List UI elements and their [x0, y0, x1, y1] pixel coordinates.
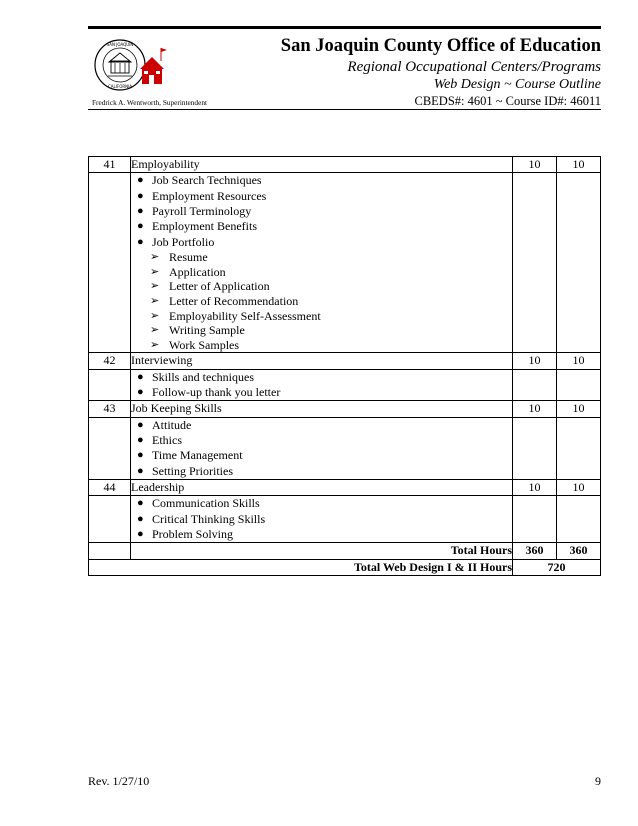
unit-number: 41: [89, 157, 131, 173]
hours-blank-1: [513, 417, 557, 480]
topic-label: Job Search Techniques: [152, 173, 262, 188]
topic-label: Communication Skills: [152, 496, 260, 511]
unit-number-blank: [89, 173, 131, 353]
unit-row: [89, 353, 601, 369]
unit-hours-1: 10: [513, 480, 557, 496]
unit-topics-row: [89, 417, 601, 480]
bullet-icon: ●: [137, 528, 144, 541]
topic-label: Follow-up thank you letter: [152, 384, 281, 399]
total-blank: [89, 543, 131, 559]
unit-topics: [131, 496, 513, 543]
topic-label: Setting Priorities: [152, 463, 233, 478]
unit-number: 42: [89, 353, 131, 369]
total-hours-label: Total Hours: [131, 543, 513, 559]
topic-label: Critical Thinking Skills: [152, 511, 266, 526]
topic-item: [131, 418, 512, 433]
total-hours-2: 360: [557, 543, 601, 559]
total-hours-1: 360: [513, 543, 557, 559]
course-outline-title: Web Design ~ Course Outline: [433, 77, 601, 92]
topic-item: [131, 189, 512, 204]
topic-item: [131, 385, 512, 400]
course-outline-table: [88, 156, 601, 576]
unit-number-blank: [89, 369, 131, 401]
bullet-icon: ●: [137, 512, 144, 525]
superintendent-name: Fredrick A. Wentworth, Superintendent: [92, 98, 207, 107]
unit-topics: [131, 173, 513, 353]
topic-label: Attitude: [152, 417, 192, 432]
topic-item: [131, 173, 512, 188]
bullet-icon: ●: [137, 449, 144, 462]
topic-label: Skills and techniques: [152, 369, 254, 384]
topic-label: Ethics: [152, 432, 182, 447]
revision-date: Rev. 1/27/10: [88, 774, 150, 788]
hours-blank-2: [557, 369, 601, 401]
topic-item: [131, 464, 512, 479]
bullet-icon: ●: [137, 385, 144, 398]
unit-hours-1: 10: [513, 353, 557, 369]
page-number: 9: [595, 774, 601, 788]
unit-topics-row: [89, 173, 601, 353]
hours-blank-1: [513, 496, 557, 543]
topic-item: [131, 448, 512, 463]
total-hours-row: [89, 543, 601, 559]
bullet-icon: ●: [137, 235, 144, 248]
bullet-icon: ●: [137, 174, 144, 187]
topic-item: [131, 219, 512, 234]
unit-row: [89, 480, 601, 496]
bullet-icon: ●: [137, 370, 144, 383]
subtopic-label: Application: [169, 264, 226, 279]
unit-number-blank: [89, 496, 131, 543]
arrow-bullet-icon: ➢: [150, 251, 160, 264]
topic-item: [131, 512, 512, 527]
subtopic-label: Letter of Application: [169, 279, 270, 294]
unit-row: [89, 157, 601, 173]
svg-text:SAN JOAQUIN: SAN JOAQUIN: [106, 42, 134, 47]
topic-label: Job Portfolio: [152, 234, 215, 249]
topic-item: [131, 433, 512, 448]
hours-blank-2: [557, 496, 601, 543]
unit-hours-1: 10: [513, 401, 557, 417]
bullet-icon: ●: [137, 189, 144, 202]
arrow-bullet-icon: ➢: [150, 294, 160, 307]
unit-topics: [131, 369, 513, 401]
svg-text:CALIFORNIA: CALIFORNIA: [107, 84, 133, 89]
division-subtitle: Regional Occupational Centers/Programs: [347, 59, 601, 75]
unit-topics-row: [89, 496, 601, 543]
topic-label: Time Management: [152, 448, 243, 463]
unit-hours-1: 10: [513, 157, 557, 173]
grand-total-label: Total Web Design I & II Hours: [89, 559, 513, 575]
topic-item: [131, 370, 512, 385]
topic-item: [131, 235, 512, 250]
arrow-bullet-icon: ➢: [150, 338, 160, 351]
unit-row: [89, 401, 601, 417]
course-ids: CBEDS#: 4601 ~ Course ID#: 46011: [414, 94, 601, 108]
topic-label: Employment Resources: [152, 188, 267, 203]
arrow-bullet-icon: ➢: [150, 265, 160, 278]
subtopic-item: [131, 323, 512, 338]
arrow-bullet-icon: ➢: [150, 309, 160, 322]
unit-hours-2: 10: [557, 401, 601, 417]
topic-label: Problem Solving: [152, 527, 234, 542]
grand-total-value: 720: [513, 559, 601, 575]
subtopic-label: Letter of Recommendation: [169, 293, 299, 308]
arrow-bullet-icon: ➢: [150, 280, 160, 293]
arrow-bullet-icon: ➢: [150, 324, 160, 337]
subtopic-item: [131, 309, 512, 324]
hours-blank-2: [557, 173, 601, 353]
topic-item: [131, 204, 512, 219]
bullet-icon: ●: [137, 464, 144, 477]
subtopic-item: [131, 338, 512, 353]
unit-number-blank: [89, 417, 131, 480]
topic-item: [131, 527, 512, 542]
bullet-icon: ●: [137, 497, 144, 510]
unit-hours-2: 10: [557, 353, 601, 369]
topic-label: Employment Benefits: [152, 219, 257, 234]
unit-title: Employability: [131, 157, 513, 173]
subtopic-label: Work Samples: [169, 337, 240, 352]
hours-blank-1: [513, 369, 557, 401]
subtopic-label: Employability Self-Assessment: [169, 308, 321, 323]
subtopic-item: [131, 265, 512, 280]
unit-topics-row: [89, 369, 601, 401]
unit-title: Job Keeping Skills: [131, 401, 513, 417]
subtopic-label: Resume: [169, 250, 208, 265]
unit-hours-2: 10: [557, 157, 601, 173]
subtopic-label: Writing Sample: [169, 323, 245, 338]
bullet-icon: ●: [137, 433, 144, 446]
topic-item: [131, 496, 512, 511]
hours-blank-1: [513, 173, 557, 353]
bullet-icon: ●: [137, 220, 144, 233]
unit-number: 44: [89, 480, 131, 496]
bullet-icon: ●: [137, 418, 144, 431]
organization-title: San Joaquin County Office of Education: [280, 36, 601, 56]
header-bottom-rule: [88, 109, 601, 110]
unit-title: Leadership: [131, 480, 513, 496]
unit-number: 43: [89, 401, 131, 417]
hours-blank-2: [557, 417, 601, 480]
county-seal-logo: [92, 36, 170, 96]
subtopic-item: [131, 279, 512, 294]
unit-hours-2: 10: [557, 480, 601, 496]
grand-total-row: [89, 559, 601, 575]
unit-title: Interviewing: [131, 353, 513, 369]
subtopic-item: [131, 294, 512, 309]
subtopic-item: [131, 250, 512, 265]
unit-topics: [131, 417, 513, 480]
topic-label: Payroll Terminology: [152, 203, 252, 218]
bullet-icon: ●: [137, 204, 144, 217]
header-top-rule: [88, 26, 601, 29]
